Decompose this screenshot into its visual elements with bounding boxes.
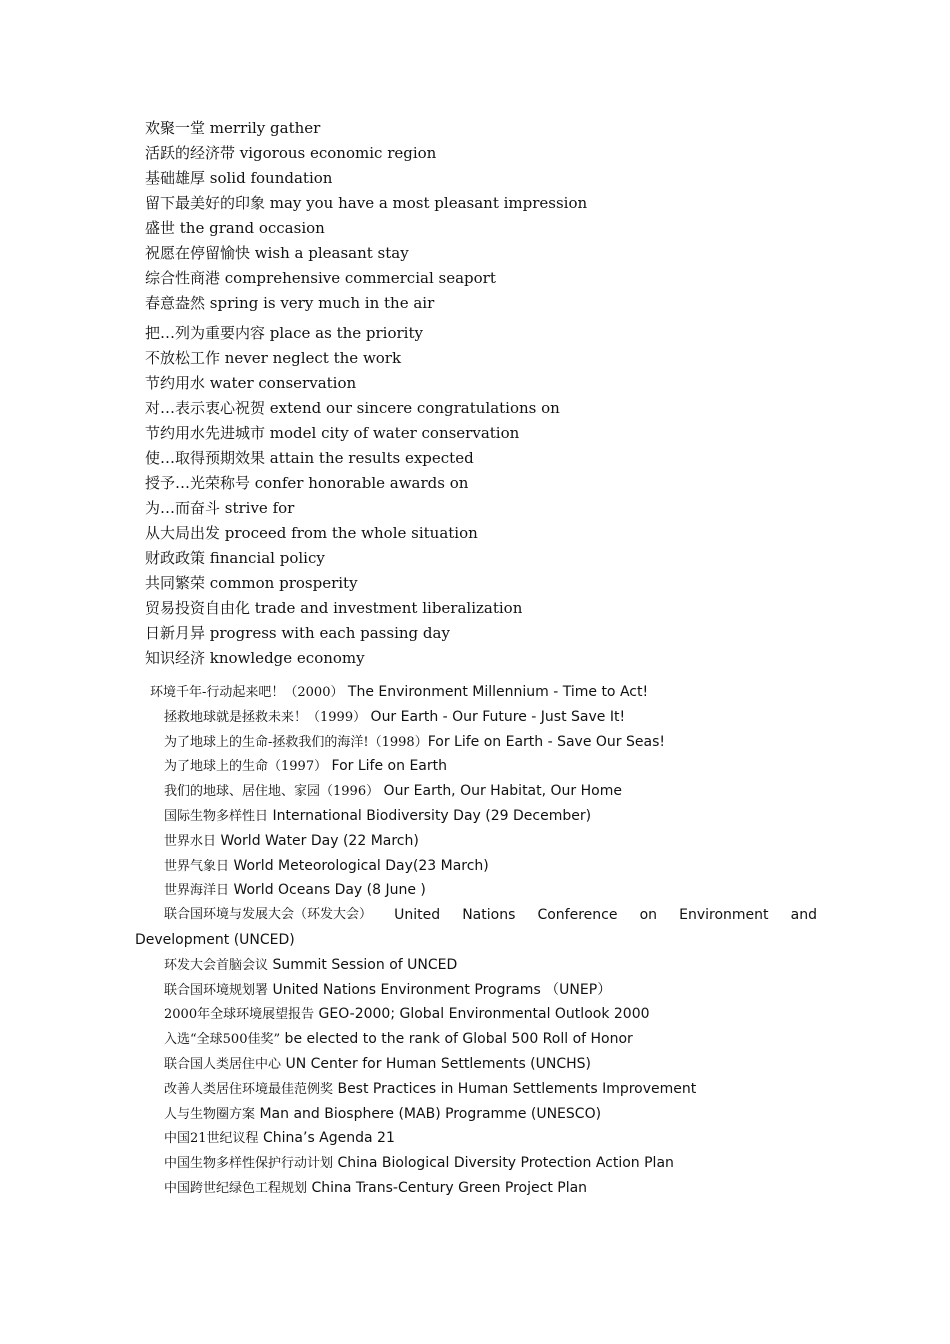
env-term-line: 世界水日 World Water Day (22 March) <box>164 832 419 849</box>
phrase-line: 活跃的经济带 vigorous economic region <box>145 144 437 162</box>
env-term-line: 拯救地球就是拯救未来！（1999） Our Earth - Our Future - Just Save It! <box>164 708 626 725</box>
phrase-line: 共同繁荣 common prosperity <box>145 574 358 592</box>
phrase-line: 贸易投资自由化 trade and investment liberalization <box>145 599 523 617</box>
env-term-line: 我们的地球、居住地、家园（1996） Our Earth, Our Habitat, Our Home <box>164 783 622 800</box>
phrase-line: 财政政策 financial policy <box>145 549 325 567</box>
phrase-line: 使…取得预期效果 attain the results expected <box>145 449 474 467</box>
env-term-line: 2000年全球环境展望报告 GEO-2000; Global Environmental Outlook 2000 <box>164 1006 650 1023</box>
env-term-line: 国际生物多样性日 International Biodiversity Day (29 December) <box>164 807 592 824</box>
phrase-line: 祝愿在停留愉快 wish a pleasant stay <box>145 244 409 262</box>
env-term-line: 为了地球上的生命（1997） For Life on Earth <box>164 758 447 775</box>
phrase-line: 基础雄厚 solid foundation <box>145 169 333 187</box>
unced-line: 联合国环境与发展大会（环发大会） United Nations Conference on Environment and <box>164 907 817 924</box>
unced-continuation: Development (UNCED) <box>135 931 295 948</box>
phrase-line: 授予…光荣称号 confer honorable awards on <box>145 474 469 492</box>
phrase-line: 对…表示衷心祝贺 extend our sincere congratulations on <box>145 399 560 417</box>
env-term-line: 环境千年-行动起来吧！（2000） The Environment Millennium - Time to Act! <box>150 684 649 700</box>
env-term-line: 中国生物多样性保护行动计划 China Biological Diversity Protection Action Plan <box>164 1155 674 1172</box>
env-term-line: 为了地球上的生命-拯救我们的海洋!（1998）For Life on Earth - Save Our Seas! <box>164 733 665 750</box>
phrase-line: 日新月异 progress with each passing day <box>145 624 450 642</box>
env-term-line: 中国21世纪议程 China’s Agenda 21 <box>164 1130 395 1147</box>
phrase-line: 为…而奋斗 strive for <box>145 499 295 517</box>
phrase-list-b <box>145 321 845 671</box>
phrase-line: 盛世 the grand occasion <box>145 219 325 237</box>
environment-terms <box>135 680 817 1201</box>
phrase-line: 留下最美好的印象 may you have a most pleasant impression <box>145 194 588 212</box>
env-term-line: 联合国人类居住中心 UN Center for Human Settlements (UNCHS) <box>164 1055 592 1072</box>
phrase-line: 综合性商港 comprehensive commercial seaport <box>145 269 496 287</box>
phrase-list-a <box>145 116 845 316</box>
env-term-line: 联合国环境规划署 United Nations Environment Programs （UNEP） <box>164 981 612 998</box>
phrase-line: 节约用水 water conservation <box>145 374 357 392</box>
phrase-line: 春意盎然 spring is very much in the air <box>145 294 435 312</box>
phrase-line: 节约用水先进城市 model city of water conservation <box>145 424 520 442</box>
env-term-line: 人与生物圈方案 Man and Biosphere (MAB) Programme (UNESCO) <box>164 1105 602 1122</box>
env-term-line: 入选“全球500佳奖” be elected to the rank of Global 500 Roll of Honor <box>164 1031 633 1048</box>
phrase-line: 从大局出发 proceed from the whole situation <box>145 524 478 542</box>
env-term-line: 中国跨世纪绿色工程规划 China Trans-Century Green Project Plan <box>164 1179 588 1196</box>
env-term-line: 改善人类居住环境最佳范例奖 Best Practices in Human Settlements Improvement <box>164 1080 697 1097</box>
env-term-line: 环发大会首脑会议 Summit Session of UNCED <box>164 956 458 973</box>
phrase-line: 不放松工作 never neglect the work <box>145 349 402 367</box>
env-term-line: 世界气象日 World Meteorological Day(23 March) <box>164 857 489 874</box>
phrase-line: 把…列为重要内容 place as the priority <box>145 324 423 342</box>
env-term-line: 世界海洋日 World Oceans Day (8 June ) <box>164 882 426 899</box>
phrase-line: 欢聚一堂 merrily gather <box>145 119 321 137</box>
phrase-line: 知识经济 knowledge economy <box>145 649 365 667</box>
